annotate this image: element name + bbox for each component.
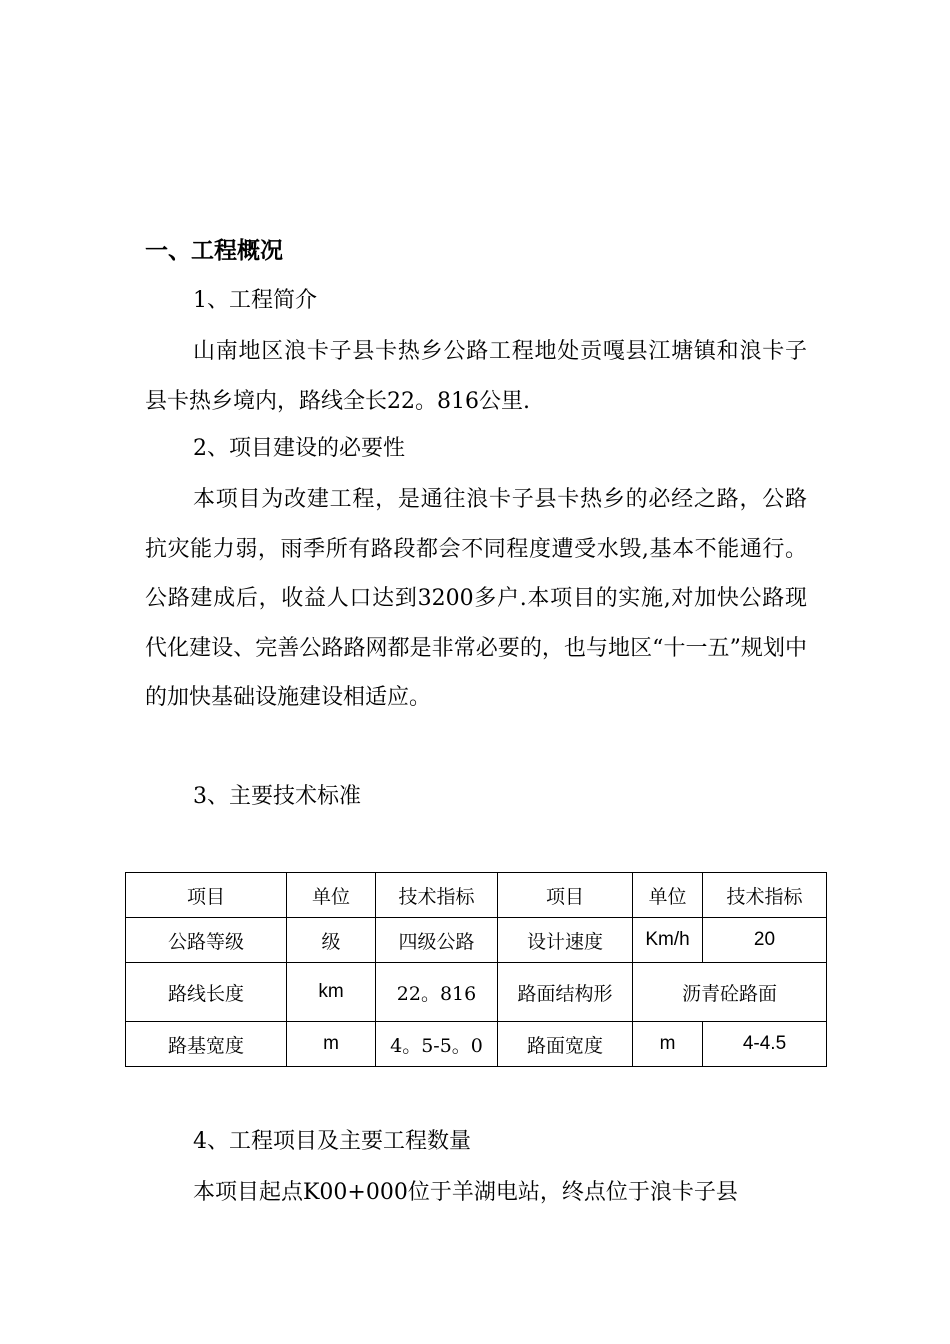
paragraph-project-scope: 本项目起点K00+000位于羊湖电站，终点位于浪卡子县	[193, 1180, 738, 1205]
table-cell: 公路等级	[126, 918, 287, 963]
table-row	[126, 1022, 827, 1067]
table-header-cell: 项目	[498, 873, 633, 918]
table-cell: 路线长度	[126, 963, 287, 1022]
table-cell: 级	[287, 918, 376, 963]
table-cell: 四级公路	[376, 918, 498, 963]
table-cell: 路面结构形	[498, 963, 633, 1022]
table-header-cell: 项目	[126, 873, 287, 918]
table-cell: Km/h	[633, 918, 703, 963]
table-cell: 20	[703, 918, 827, 963]
table-cell: 4。5-5。0	[376, 1022, 498, 1067]
table-cell: m	[287, 1022, 376, 1067]
subsection-1-title: 1、工程简介	[193, 288, 317, 313]
section-title: 一、工程概况	[145, 237, 283, 264]
subsection-3-title: 3、主要技术标准	[193, 784, 361, 809]
table-header-cell: 技术指标	[703, 873, 827, 918]
table-header-cell: 单位	[633, 873, 703, 918]
table-cell: 路面宽度	[498, 1022, 633, 1067]
table-header-cell: 技术指标	[376, 873, 498, 918]
table-cell: 沥青砼路面	[633, 963, 827, 1022]
table-cell: 设计速度	[498, 918, 633, 963]
table-header-cell: 单位	[287, 873, 376, 918]
technical-standards-table	[125, 872, 827, 1067]
subsection-2-title: 2、项目建设的必要性	[193, 436, 405, 461]
table-cell: m	[633, 1022, 703, 1067]
subsection-4-title: 4、工程项目及主要工程数量	[193, 1129, 471, 1154]
table-row	[126, 963, 827, 1022]
table-header-row	[126, 873, 827, 918]
table-cell: km	[287, 963, 376, 1022]
paragraph-necessity: 本项目为改建工程，是通往浪卡子县卡热乡的必经之路，公路抗灾能力弱，雨季所有路段都会不同程度遭受水毁,基本不能通行。公路建成后，收益人口达到3200多户.本项目的实施,对加快公路现代化建设、完善公路路网都是非常必要的，也与地区“十一五”规划中的加快基础设施建设相适应。	[145, 487, 807, 710]
table-cell: 22。816	[376, 963, 498, 1022]
table-cell: 4-4.5	[703, 1022, 827, 1067]
paragraph-project-intro: 山南地区浪卡子县卡热乡公路工程地处贡嘎县江塘镇和浪卡子县卡热乡境内，路线全长22。816公里.	[145, 339, 807, 414]
table-cell: 路基宽度	[126, 1022, 287, 1067]
table-row	[126, 918, 827, 963]
